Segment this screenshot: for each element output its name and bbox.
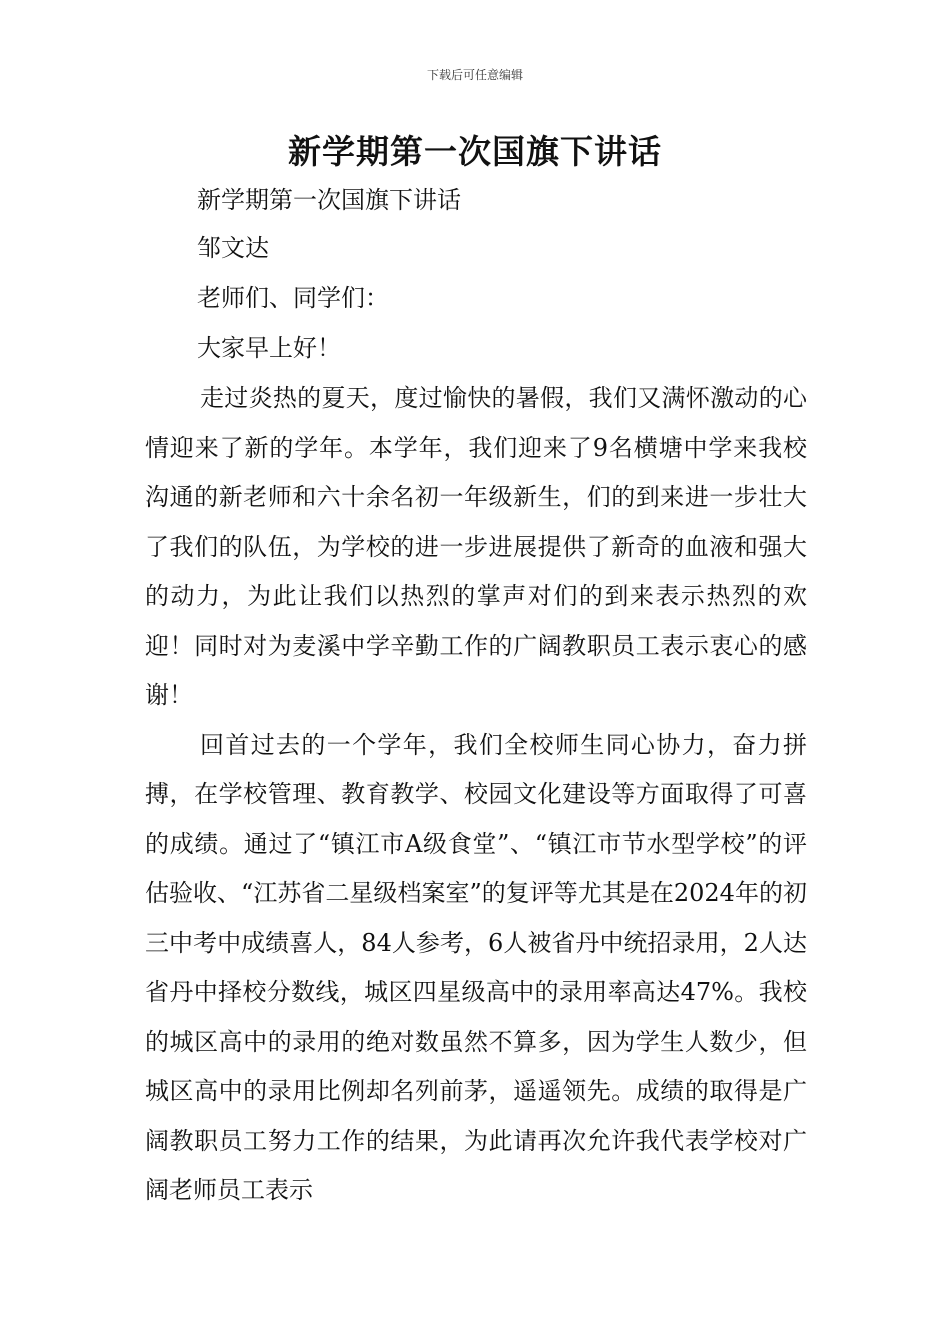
body-paragraphs — [145, 374, 807, 1216]
paragraph: 回首过去的一个学年，我们全校师生同心协力，奋力拼搏，在学校管理、教育教学、校园文化建设等方面取得了可喜的成绩。通过了“镇江市A级食堂”、“镇江市节水型学校”的评估验收、“江苏省二星级档案室”的复评等尤其是在2024年的初三中考中成绩喜人，84人参考，6人被省丹中统招录用，2人达省丹中择校分数线，城区四星级高中的录用率高达47%。我校的城区高中的录用的绝对数虽然不算多，因为学生人数少，但城区高中的录用比例却名列前茅，遥遥领先。成绩的取得是广阔教职员工努力工作的结果，为此请再次允许我代表学校对广阔老师员工表示 — [145, 730, 807, 1204]
header-note: 下载后可任意编辑 — [426, 68, 523, 82]
document-title: 新学期第一次国旗下讲话 — [288, 132, 662, 171]
salutation-line: 老师们、同学们： — [197, 284, 389, 312]
author-line: 邹文达 — [197, 234, 269, 262]
subtitle-line: 新学期第一次国旗下讲话 — [197, 186, 461, 214]
greeting-line: 大家早上好！ — [197, 334, 341, 362]
paragraph: 走过炎热的夏天，度过愉快的暑假，我们又满怀激动的心情迎来了新的学年。本学年，我们迎来了9名横塘中学来我校沟通的新老师和六十余名初一年级新生，们的到来进一步壮大了我们的队伍，为学校的进一步进展提供了新奇的血液和强大的动力，为此让我们以热烈的掌声对们的到来表示热烈的欢迎！同时对为麦溪中学辛勤工作的广阔教职员工表示衷心的感谢！ — [145, 384, 807, 709]
